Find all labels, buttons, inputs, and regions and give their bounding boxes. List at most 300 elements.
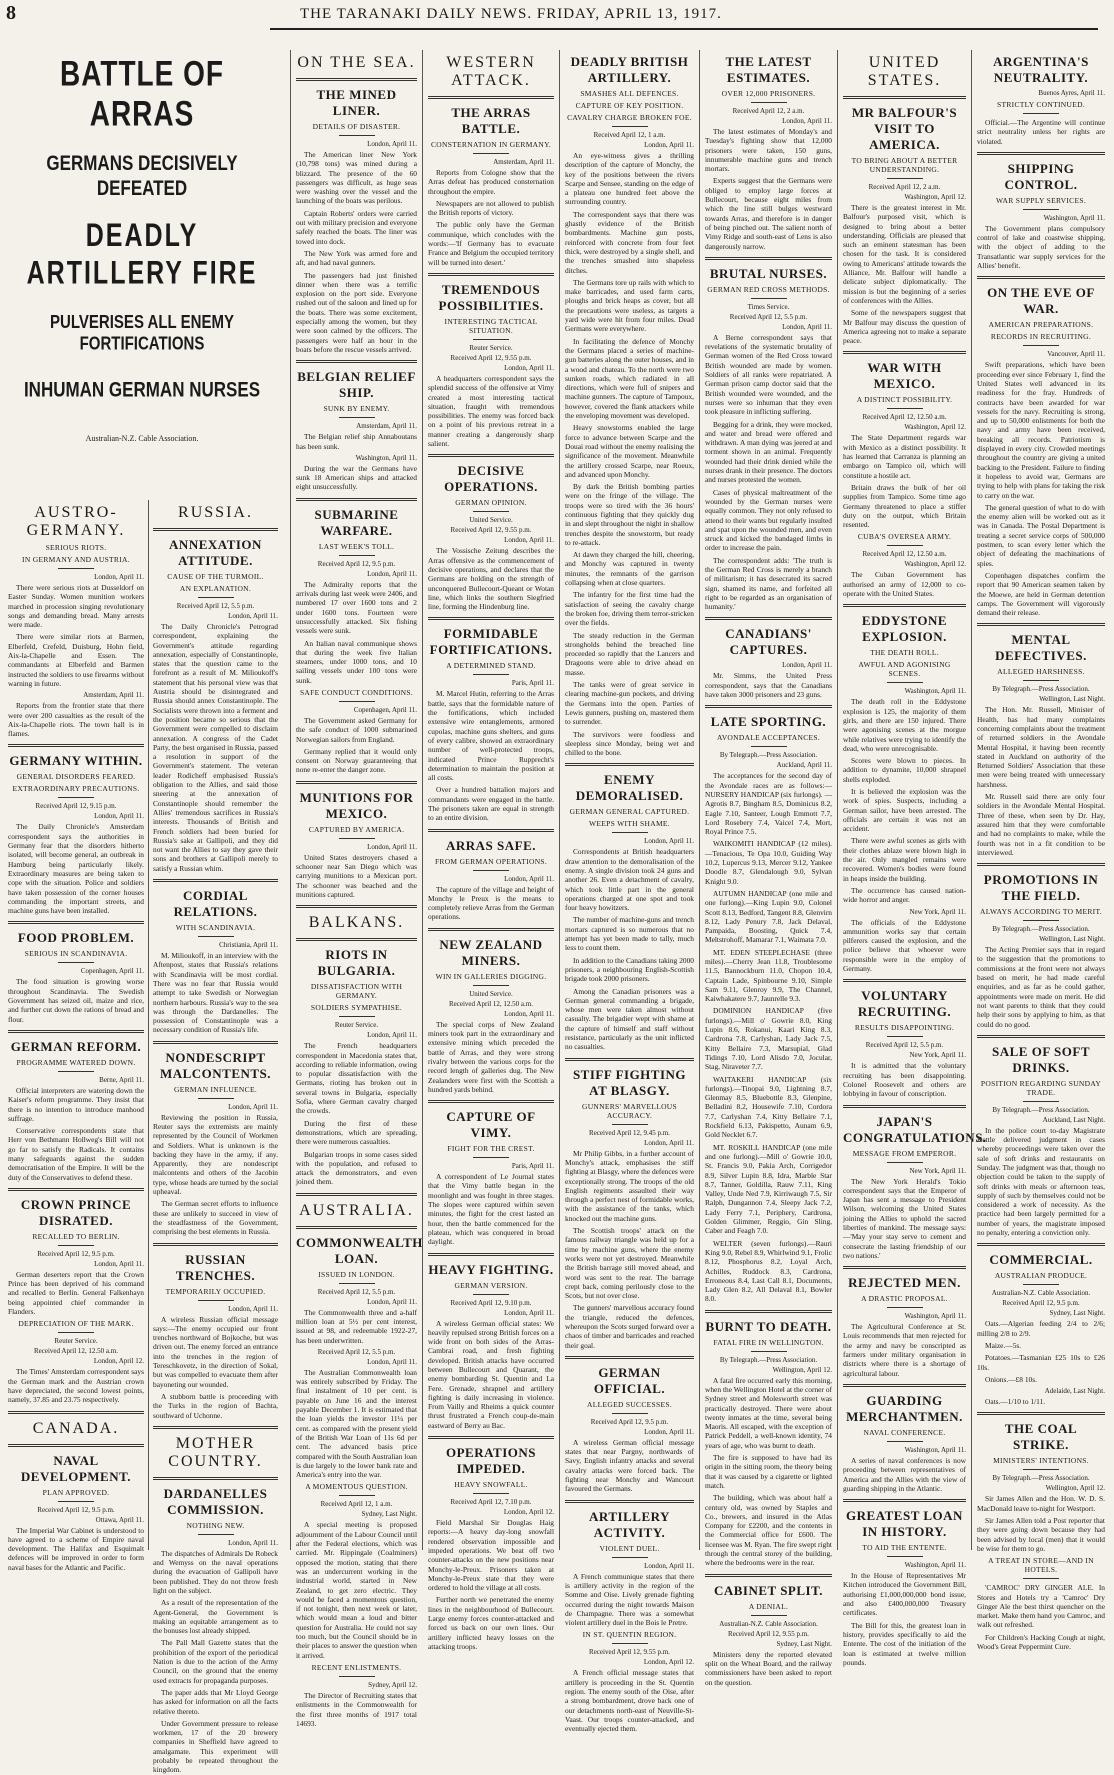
article-paragraph: The German secret efforts to influence these are unlikely to succeed in view of the steadfastness of the Government, comprising the best elements in Russia. <box>153 1199 278 1237</box>
dateline: London, April 11. <box>782 322 832 331</box>
received-line: By Telegraph.—Press Association. <box>719 1355 818 1364</box>
article-paragraph: The tanks were of great service in clearing machine-gun pockets, and driving the Germans into the open. Parties of Lewis gunners, pushing on, mastered them to surrender. <box>565 680 694 727</box>
dateline: Auckland, Last Night. <box>1042 1115 1105 1124</box>
deck-line: GERMAN GENERAL CAPTURED. <box>569 807 690 817</box>
article-divider <box>977 1035 1105 1038</box>
article-divider <box>8 921 144 924</box>
article-paragraph: Oats.—1/10 to 1/11. <box>985 1397 1046 1407</box>
dateline: London, April 12. <box>643 1658 694 1667</box>
article-divider <box>428 96 554 99</box>
article-paragraph: A Berne correspondent says that revelations of the systematic brutality of German women of the Red Cross toward British wounded are made by women. Soldiers of all ranks were repatriated. A German prison camp doctor said that the British wounded were wounded, and the nurses were so inhuman that they even took pleasure in inflicting suffering. <box>705 332 832 417</box>
article-headline: HEAVY FIGHTING. <box>428 1261 554 1277</box>
deck-line: STRICTLY CONTINUED. <box>997 100 1085 109</box>
deck-line: AMERICAN PREPARATIONS. <box>988 320 1094 330</box>
dateline: Ottawa, April 11. <box>95 1515 144 1524</box>
dateline: Washington, April 12. <box>904 560 966 569</box>
short-rule <box>612 1413 648 1414</box>
article-paragraph: The Belgian relief ship Annaboutans has been sunk. <box>296 432 417 451</box>
deck-line: A DRASTIC PROPOSAL. <box>861 1294 948 1304</box>
article-paragraph: The latest estimates of Monday's and Tuesday's fighting show that 12,000 prisoners were taken, 150 guns, innumerable machine guns and trench mortars. <box>705 127 832 174</box>
article-paragraph: Experts suggest that the Germans were obliged to employ large forces at Bullecourt, because eight miles from which the line still bulges westward towards Arras, and therefore is in danger of being pinched out. The salient north of Vimy Ridge and south-east of Lens is also dangerously narrow. <box>705 176 832 251</box>
article-paragraph: A fatal fire occurred early this morning, when the Wellington Hotel at the corner of Sydney street and Molesworth street was practically destroyed. There were about twenty inmates at the time, several being Maoris. All escaped, with the exception of Patrick Peddell, a well-known identity, 74 years of age, who was burnt to death. <box>705 1375 832 1450</box>
short-rule <box>339 1016 375 1017</box>
article-headline: CAPTURE OF VIMY. <box>446 1109 536 1141</box>
article-paragraph: MT. ROSKILL HANDICAP (one mile and one furlong).—Mill o' Gowrie 10.0, St. Francis 9.0, Pakia Arch, Corrigedor 8.9, Silver Lupin 8.8, Idra, Marble Star 8.7, Tanner, Goldilla, Rauw 7.11, King Valley, Unde Ned 7.9, Kirriwaugh 7.5, Sir Ralph, Dungannon 7.4, Sleepy Jack 7.2, Lady Ferry 7.1, Periphery, Cardrona, Golden Glimmer, Reggio, Gin Sling, Caber and Feagh 7.0. <box>705 1142 832 1236</box>
article-headline: DEADLY BRITISH ARTILLERY. <box>570 54 689 85</box>
received-line: By Telegraph.—Press Association. <box>992 925 1090 934</box>
article-headline: MENTAL DEFECTIVES. <box>995 632 1087 664</box>
column-5 <box>559 50 699 1734</box>
dateline: Berne, April 11. <box>99 1075 144 1084</box>
deck-line: OVER 12,000 PRISONERS. <box>721 89 816 98</box>
masthead <box>0 0 1114 46</box>
article-paragraph: The correspondent says that there was ghastly evidence of the British bombardments. Machine gun posts, reinforced with concrete from four feet thick, were destroyed by a single shell, and the trenches smashed into shapeless ditches. <box>565 209 694 275</box>
article-paragraph: The Director of Recruiting states that enlistments in the Commonwealth for the first three months of 1917 total 14693. <box>296 1690 417 1728</box>
short-rule <box>887 682 923 683</box>
received-line: Received April 12, 7.10 p.m. <box>450 1498 532 1507</box>
deck-line: WEEPS WITH SHAME. <box>588 819 670 829</box>
article-divider <box>296 498 417 501</box>
dateline: Washington, April 11. <box>1043 213 1105 222</box>
article-headline: SHIPPING CONTROL. <box>1004 160 1078 192</box>
dateline: Washington, April 11. <box>904 687 966 696</box>
dateline: Washington, April 12. <box>904 193 966 201</box>
dateline: London, April 11. <box>367 140 417 148</box>
article-paragraph: Among the Canadian prisoners was a German general commanding a brigade, whose men were taken almost without casualty. The brigadier wept with shame at the capture of himself and staff without resistance, particularly as the unit inflicted no casualties. <box>565 986 694 1052</box>
deck-line: NAVAL CONFERENCE. <box>863 1427 946 1437</box>
deck-line: RECALLED TO BERLIN. <box>32 1231 120 1241</box>
dateline: Washington, April 11. <box>355 453 417 462</box>
article-headline: DECISIVE OPERATIONS. <box>444 463 538 495</box>
deck-line: INTERESTING TACTICAL SITUATION. <box>444 316 538 335</box>
article-paragraph: The Scottish troops' attack on the famous railway triangle was held up for a time by machine guns, where the enemy works were not yet destroyed. Meanwhile the British barrage still moved ahead, and word was sent to the rear. The barrage crept back, coming perilously close to the Scots, but not over close. <box>565 1226 694 1301</box>
deck-line: HEAVY SNOWFALL. <box>454 1480 528 1490</box>
received-line: Received April 12, 5.5 p.m. <box>176 602 255 610</box>
article-divider <box>8 744 144 747</box>
short-rule <box>339 417 375 418</box>
short-rule <box>339 555 375 556</box>
deck-line: DETAILS OF DISASTER. <box>312 122 401 131</box>
article-paragraph: The Cuban Government has authorised an army of 12,000 to co-operate with the United States. <box>843 570 966 599</box>
article-paragraph: Oats.—Algerian feeding 2/4 to 2/6; milling 2/8 to 2/9. <box>977 1319 1105 1338</box>
article-paragraph: A wireless German official message states that near Pargny, northwards of Savy, English infantry attacks and several cavalry attacks were forced back. The fighting near Monchy and Wancourt favoured the Germans. <box>565 1437 694 1494</box>
dateline: London, April 11. <box>367 1031 417 1040</box>
deck-line: AVONDALE ACCEPTANCES. <box>716 733 821 743</box>
article-paragraph: In the police court to-day Magistrate Kettle delivered judgment in cases whereby proceedings were taken over the sale of soft drinks and restaurants on Sunday. The judgment was that, though no objection could be taken to the supply of soft drinks with meals or afternoon teas, supply of such by themselves could not be considered a work of necessity. As the practice had been largely permitted for a number of years, the magistrate imposed no penalty, entering a conviction only. <box>977 1125 1105 1238</box>
article-paragraph: Reports from the frontier state that there were over 200 casualties as the result of the Aix-la-Chapelle riots. The town hall is in flames. <box>8 701 144 739</box>
article-divider <box>8 1188 144 1191</box>
short-rule <box>887 1307 923 1308</box>
article-divider <box>8 1444 144 1447</box>
deck-line: WIN IN GALLERIES DIGGING. <box>435 971 547 981</box>
dateline: Paris, April 11. <box>511 679 554 688</box>
column-4 <box>422 50 559 1651</box>
deck-line: GERMAN VERSION. <box>454 1280 528 1290</box>
short-rule <box>58 568 94 569</box>
article-divider <box>977 276 1105 279</box>
dateline: Amsterdam, April 11. <box>356 422 417 431</box>
article-headline: AUSTRO-GERMANY. <box>26 504 126 539</box>
received-line: Received April 12, 9.10 p.m. <box>450 1298 532 1307</box>
received-line: Received April 12, 5.5 p.m. <box>865 1041 944 1050</box>
short-rule <box>473 1294 509 1295</box>
article-headline: WAR WITH MEXICO. <box>867 360 942 392</box>
dateline: Washington, April 12. <box>904 423 966 432</box>
received-line: Received April 12, 5.5 p.m. <box>729 312 808 321</box>
article-paragraph: Swift preparations, which have been proceeding ever since February 1, find the United States well advanced in its readiness for the fray. Hundreds of contracts have been awarded for war vessels for the navy. Recruiting is strong, and up to 50,000 enlistments for both the navy and army have been received, breaking all records. Patriotism is displayed in every city. Crowded meetings throughout the country are giving a united backing to the President. Failure to finding it hopeless to avoid war, Germans are trying to help with plans for taking the risk to carry on the war. <box>977 360 1105 500</box>
article-paragraph: The Australian Commonwealth loan was entirely subscribed by Friday. The final instalment of 10 per cent. is payable on June 16 and the interest payable December 1. It is estimated that the loan yields the investor 11¼ per cent. as compared with the present yield of the British War Loan of 11s 6d per cent. The advanced basis price compared with the South Australian loan is due largely to the lower bank rate and America's entry into the war. <box>296 1367 417 1480</box>
deck-line: RECENT ENLISTMENTS. <box>311 1662 402 1672</box>
deck-line: AN EXPLANATION. <box>179 584 252 593</box>
short-rule <box>473 511 509 512</box>
article-headline: PROMOTIONS IN THE FIELD. <box>983 872 1099 904</box>
deck-line: RECORDS IN RECRUITING. <box>990 332 1092 342</box>
received-line: By Telegraph.—Press Association. <box>992 685 1090 694</box>
article-headline: FORMIDABLE FORTIFICATIONS. <box>429 626 553 658</box>
article-paragraph: DOMINION HANDICAP (five furlongs).—Mill o' Gowrie 8.0, King Lupin 8.6, Rokanui, Kaari King 8.3, Cardrona 7.8, Carlyshan, Lady Jack 7.5, Kitty Bellaire 7.3, Marsupial, Glad Tidings 7.10, Lord Alisdo 7.0, Jocular, Stag, Niraveter 7.7. <box>705 1006 832 1072</box>
article-divider <box>428 273 554 276</box>
article-paragraph: The New York Herald's Tokio correspondent says that the Emperor of Japan has sent a message to President Wilson, welcoming the United States joining the Allies to uphold the sacred liberties of mankind. The message says:—'May your stay serve to cement and consecrate the lasting friendship of our two nations.' <box>843 1176 966 1260</box>
received-line: Received April 12, 9.5 p.m. <box>37 1505 115 1514</box>
article-paragraph: The occurrence has caused nation-wide horror and anger. <box>843 885 966 905</box>
article-headline: WESTERN ATTACK. <box>446 54 536 89</box>
short-rule <box>473 1493 509 1494</box>
lead-headline: BATTLE OF ARRAS <box>59 54 224 133</box>
received-line: Received April 12, 12.50 a.m. <box>449 999 533 1008</box>
article-headline: FOOD PROBLEM. <box>17 930 135 946</box>
article-paragraph: An Italian naval communique shows that during the week five Italian steamers, under 1000 tons, and 10 sailing vessels under 100 tons were sunk. <box>296 638 417 685</box>
article-paragraph: The American liner New York (10,798 tons) was mined during a blizzard. The presence of the 60 passengers was difficult, as huge seas were washing over the vessel and the launching of the boats was perilous. <box>296 150 417 206</box>
article-paragraph: MT. EDEN STEEPLECHASE (three miles).—Cherry Jean 11.8, Troublesome 11.5, Bannockburn 11.0, Chopon 10.4, Captain Lade, Spinbourne 9.10, Simple Sam 9.11, Glenroy 9.9, The Channel, Kaiwhakatere 9.7, Jaunrelle 9.3. <box>705 947 832 1004</box>
article-headline: LATE SPORTING. <box>710 714 827 730</box>
article-paragraph: The general question of what to do with the enemy alien will be worked out as it was in Canada. The Postal Department is treating a secret service corps of 500,000 postmen, to scan every letter which the object of defeating the machinations of spies. <box>977 502 1105 568</box>
deck-line: ALLEGED HARSHNESS. <box>997 667 1085 677</box>
short-rule <box>887 178 923 179</box>
article-headline: RIOTS IN BULGARIA. <box>317 947 396 979</box>
article-paragraph: The number of machine-guns and trench mortars captured is so numerous that no attempt has yet been made to tally, much less to count them. <box>565 915 694 953</box>
article-paragraph: Copenhagen dispatches confirm the report that 90 American seamen taken by the Moewe, are held in German detention camps. The Government will vigorously demand their release. <box>977 570 1105 618</box>
article-headline: REJECTED MEN. <box>848 1275 961 1291</box>
dateline: London, April 12. <box>503 1508 554 1517</box>
deck-line: DISSATISFACTION WITH GERMANY. <box>310 982 403 1001</box>
article-headline: ARRAS SAFE. <box>445 837 536 853</box>
dateline: Vancouver, April 11. <box>1047 350 1105 359</box>
article-headline: ENEMY DEMORALISED. <box>575 772 684 804</box>
article-paragraph: Reviewing the position in Russia, Reuter says the extremists are mainly represented by the Council of Workmen and Soldiers. What is unknown is the backing they have in the army, if any. Apparently, they are nondescript malcontents and others of the Jacobin type, whose heads are turned by the social upheaval. <box>153 1112 278 1197</box>
article-paragraph: The Agricultural Conference at St. Louis recommends that men rejected for the army and navy be conscripted as farmers under military organisation in districts where there is a shortage of agricultural labour. <box>843 1322 966 1378</box>
article-divider <box>843 604 966 607</box>
dateline: London, April 11. <box>644 1138 694 1147</box>
article-paragraph: M. Milioukoff, in an interview with the Aftenpost, states that Russia's relations with Scandinavia will be most cordial. There was no fear that Russia would attempt to take Swedish or Norwegian northern harbours. Russia's way to the sea was through the Dardanelles. The possession of Constantinople was a necessary condition of Russia's life. <box>153 951 278 1035</box>
article-divider <box>428 1436 554 1439</box>
dateline: London, April 11. <box>782 661 832 670</box>
article-paragraph: There is the greatest interest in Mr. Balfour's purposed visit, which is designed to bring about a better understanding. Officials are pleased that such an eminent statesman has been chosen for the task. It is considered owing to Americans' attitude towards the Alliance, Mr. Balfour will handle a delicate subject diplomatically. The mission is but the beginning of a series of conferences with the Allies. <box>843 203 966 305</box>
deck-line: SAFE CONDUCT CONDITIONS. <box>299 687 414 697</box>
deck-line: WAR SUPPLY SERVICES. <box>995 195 1086 205</box>
article-paragraph: Scores were blown to pieces. In addition to dynamite, 10,000 shrapnel shells exploded. <box>843 756 966 784</box>
article-divider <box>153 879 278 882</box>
article-paragraph: WAIKOMITI HANDICAP (12 miles). —Tenacious, Te Opa 10.0, Guiding Way 10.2, Lupercus 9.13, Mercer 9.12, Yankee Doodle 8.7, Glendalough 9.0, Sylvan Knight 9.0. <box>705 839 832 886</box>
received-line: Times Service. <box>747 302 790 311</box>
article-paragraph: The Acting Premier says that in regard to the suggestion that the promotions to commissions at the front were not always based on merit, he had made careful enquiries, and as far as he could gather, appointments were made on merit. He did not want parents to think that they could help their sons by applying to him, as that could do no good. <box>977 945 1105 1029</box>
article-paragraph: The New York was armed fore and aft, and had naval gunners. <box>296 248 417 268</box>
article-paragraph: It is believed the explosion was the work of spies. Suspects, including a German sailor, have been arrested. The officials are certain it was not an accident. <box>843 786 966 834</box>
dateline: Wellington, April 12. <box>1045 1484 1105 1493</box>
deck-line: A DENIAL. <box>748 1601 789 1611</box>
deck-line: MINISTERS' INTENTIONS. <box>993 1456 1089 1466</box>
dateline: Sydney, April 12. <box>368 1680 417 1689</box>
article-paragraph: The passengers had just finished dinner when there was a terrific explosion on the port side. Everyone rushed out of the saloon and lined up for the boats. There was some excitement, especially among the women, but they were soon calmed by the officers. The passengers were half an hour in the boats before the rescue vessels arrived. <box>296 270 417 354</box>
short-rule <box>198 1300 234 1301</box>
article-paragraph: Begging for a drink, they were mocked, and water and bread were offered and withdrawn. A man dying was jeered at and torment shown in an animal. Frequently wounded had their drink denied while the nurses drank in their presence. The doctors and nurses protested the women. <box>705 419 832 485</box>
dateline: London, April 12. <box>93 1357 144 1366</box>
article-paragraph: A correspondent of Le Journal states that the Vimy battle began in the moonlight and was fought in three stages. The slopes were captured within seven minutes, the fight for the crest lasted an hour, then the battle commenced for the plateau, which was conquered in broad daylight. <box>428 1172 554 1247</box>
deck-line: GERMAN INFLUENCE. <box>173 1084 257 1094</box>
article-divider <box>428 617 554 620</box>
article-paragraph: The Daily Chronicle's Amsterdam correspondent says the authorities in Germany fear that the disorders hitherto isolated, will become general, an outbreak in Hamburg being particularly likely. Extraordinary measures are being taken to cope with the situation. Police and soldiers have taken possession of the corner houses commanding the important streets, and machine guns have been installed. <box>8 822 144 916</box>
article-headline: CROWN PRINCE DISRATED. <box>20 1196 132 1228</box>
short-rule <box>1023 1469 1059 1470</box>
received-line: Received April 12, 9.55 p.m. <box>450 526 532 535</box>
article-divider <box>153 528 278 531</box>
article-paragraph: Reports from Cologne show that the Arras defeat has produced consternation throughout the empire. <box>428 168 554 196</box>
article-paragraph: The Hon. Mr. Russell, Minister of Health, has had many complaints concerning complaints about the treatment of returned soldiers in the Avondale Mental Hospital, it having been recently stated in Auckland on authority of the Returned Soldiers' Association that these men were being treated with unnecessary harshness. <box>977 705 1105 789</box>
deck-line: PLAN APPROVED. <box>42 1487 110 1497</box>
short-rule <box>198 597 234 598</box>
article-divider <box>843 96 966 99</box>
lead-subhead-1: GERMANS DECISIVELY DEFEATED <box>46 151 238 200</box>
article-headline: GERMANY WITHIN. <box>9 753 143 769</box>
article-paragraph: By dark the British bombing parties were on the fringe of the village. The troops were so tired with the 36 hours' continuous fighting that they quickly dug in and slept throughout the night in shallow trenches despite the snowstorm, but ready to re-attack. <box>565 482 694 547</box>
article-paragraph: M. Marcel Hutin, referring to the Arras battle, says that the formidable nature of the fortifications, which included extensive wire entanglements, armored cupolas, machine guns shelters, and guns of every calibre, showed an extraordinary number of well-protected troops, indicated Prince Rupprecht's determination to maintain the position at all costs. <box>428 689 554 783</box>
short-rule <box>58 1501 94 1502</box>
dateline: Washington, April 11. <box>904 1561 966 1570</box>
deck-line: AUSTRALIAN PRODUCE. <box>994 1271 1088 1281</box>
masthead-rule <box>270 28 1098 30</box>
received-line: Received April 12, 9.5 p.m. <box>317 559 396 568</box>
received-line: Reuter Service. <box>469 343 513 352</box>
deck-line: A DETERMINED STAND. <box>446 661 536 671</box>
short-rule <box>887 408 923 409</box>
deck-line: A MOMENTOUS QUESTION. <box>305 1482 408 1492</box>
short-rule <box>612 1124 648 1125</box>
article-paragraph: The Government asked Germany for the safe conduct of 1000 submarined Norwegian sailors from England. <box>296 715 417 744</box>
dateline: New York, April 11. <box>909 1166 966 1175</box>
column-6 <box>699 50 837 1687</box>
article-divider <box>153 1477 278 1480</box>
short-rule <box>473 339 509 340</box>
article-divider <box>565 1356 694 1359</box>
article-paragraph: Potatoes.—Tasmanian £25 10s to £26 10s. <box>977 1353 1105 1372</box>
column-3 <box>290 50 423 1728</box>
dateline: London, April 11. <box>782 117 832 125</box>
article-headline: DARDANELLES COMMISSION. <box>163 1485 268 1517</box>
short-rule <box>1023 680 1059 681</box>
dateline: New York, April 11. <box>909 907 966 916</box>
deck-line: TEMPORARILY OCCUPIED. <box>165 1286 266 1296</box>
article-paragraph: Further north we penetrated the enemy lines in the neighbourhood of Bullecourt. Large enemy forces counter-attacked and forced us back on our own lines. Our artillery inflicted heavy losses on the attacking troops. <box>428 1595 554 1651</box>
article-paragraph: Over a hundred battalion majors and commandants were engaged in the battle. The prisoners taken are equal in strength to an entire division. <box>428 785 554 823</box>
dateline: New York, April 11. <box>909 1051 966 1060</box>
article-paragraph: The public only have the German communique, which concludes with the words:—'If Germany has to evacuate France and Belgium the occupied territory will be turned into desert.' <box>428 220 554 267</box>
article-paragraph: The acceptances for the second day of the Avondale races are as follows:—NURSERY HANDICAP (six furlongs). —Agrotis 8.7, Bingham 8.5, Dominicus 8.2, Eagle 7.10, Santeer, Lough Emmott 7.7, Lord Rosebery 7.4, Vaicel 7.4, Mort, Royal Prince 7.5. <box>705 771 832 837</box>
short-rule <box>339 838 375 839</box>
article-paragraph: Britain draws the bulk of her oil supplies from Tampico. Some time ago Germany threatened to place a stiffer duty on the output, which Britain resented. <box>843 482 966 530</box>
dateline: Sydney, Last Night. <box>361 1510 417 1519</box>
received-line: By Telegraph.—Press Association. <box>992 1105 1090 1114</box>
article-paragraph: The death roll in the Eddystone explosion is 125, the majority of them girls, and there are 150 injured. There were agonising scenes at the morgue while relatives were trying to identify the dead, who were unrecognisable. <box>843 697 966 753</box>
short-rule <box>473 870 509 871</box>
article-paragraph: A series of naval conferences is now proceeding between representatives of America and the Allies with the view of guarding shipping in the Atlantic. <box>843 1455 966 1493</box>
article-paragraph: Bulgarian troops in some cases sided with the population, and refused to attack the demonstrators, and even joined them. <box>296 1149 417 1187</box>
article-headline: BRUTAL NURSES. <box>709 265 828 281</box>
dateline: Copenhagen, April 11. <box>353 705 417 714</box>
article-headline: CORDIAL RELATIONS. <box>173 888 258 920</box>
deck-line: CONSTERNATION IN GERMANY. <box>430 140 552 149</box>
dateline: London, April 11. <box>504 363 554 372</box>
deck-line: SERIOUS IN SCANDINAVIA. <box>24 949 128 959</box>
deck-line: FATAL FIRE IN WELLINGTON. <box>713 1337 824 1347</box>
article-paragraph: During the war the Germans have sunk 18 American ships and attacked eight unsuccessfully. <box>296 463 417 492</box>
deck-line: VIOLENT DUEL. <box>599 1543 660 1553</box>
short-rule <box>339 1676 375 1677</box>
short-rule <box>339 135 375 136</box>
article-paragraph: The survivors were foodless and sleepless since Monday, being wet and chilled to the bone. <box>565 729 694 758</box>
short-rule <box>473 985 509 986</box>
article-divider <box>8 1030 144 1033</box>
short-rule <box>887 1441 923 1442</box>
article-paragraph: At dawn they charged the hill, cheering, and Monchy was captured in twenty minutes, the remnants of the garrison collapsing when at close quarters. <box>565 550 694 588</box>
deck-line: AWFUL AND AGONISING SCENES. <box>858 660 951 679</box>
article-paragraph: United States destroyers chased a schooner near San Diego which was carrying munitions to a Mexican port. The schooner was beached and the munitions captured. <box>296 852 417 899</box>
dateline: Copenhagen, April 11. <box>80 967 144 976</box>
article-headline: ARTILLERY ACTIVITY. <box>589 1508 670 1540</box>
article-headline: ON THE EVE OF WAR. <box>987 285 1095 317</box>
article-paragraph: There were similar riots at Barmen, Elberfeld, Crefeld, Duisburg, Hohn field, Aix-la-Chapelle and Essen. The commandants at Elberfeld and Barmen instructed the soldiers to use firearms without warning in future. <box>8 632 144 688</box>
received-line: Australian-N.Z. Cable Association. <box>991 1289 1091 1298</box>
deck-line: GERMAN OPINION. <box>455 498 527 508</box>
dateline: Wellington, Last Night. <box>1039 935 1105 944</box>
dateline: London, April 11. <box>228 1304 278 1313</box>
short-rule <box>473 153 509 154</box>
article-headline: VOLUNTARY RECRUITING. <box>857 988 952 1020</box>
short-rule <box>1023 1101 1059 1102</box>
lead-credit: Australian-N.Z. Cable Association. <box>85 434 199 443</box>
article-divider <box>153 1243 278 1246</box>
short-rule <box>198 1534 234 1535</box>
article-paragraph: Under Government pressure to release workmen, 17 of the 20 brewery companies in Sheffield have agreed to amalgamate. This experiment will probably be repeated throughout the kingdom. <box>153 1718 278 1775</box>
short-rule <box>58 797 94 798</box>
article-paragraph: An eye-witness gives a thrilling description of the capture of Monchy, the key of the positions between the rivers Scarpe and Sensee, standing on the edge of a plateau one hundred feet above the surrounding country. <box>565 151 694 207</box>
article-divider <box>843 1105 966 1108</box>
dateline: Buenos Ayres, April 11. <box>1038 89 1105 97</box>
article-divider <box>565 1058 694 1061</box>
article-paragraph: A stubborn battle is proceeding with the Turks in the region of Bachta, southward of Uchonne. <box>153 1391 278 1420</box>
article-paragraph: Sir James Allen and the Hon. W. D. S. MacDonald leave to-night for Westport. <box>977 1494 1105 1513</box>
short-rule <box>612 1557 648 1558</box>
received-line: Received April 12, 5.5 p.m. <box>317 1287 396 1296</box>
article-paragraph: Ministers deny the reported elevated split on the Wheat Board, and the railway commissioners have been asked to report on the question. <box>705 1649 832 1687</box>
received-line: Received April 12, 9.5 p.m. <box>37 1249 115 1258</box>
received-line: By Telegraph.—Press Association. <box>719 751 818 760</box>
dateline: Wellington, Last Night. <box>1039 695 1105 704</box>
article-paragraph: The Imperial War Cabinet is understood to have agreed to a scheme of Empire naval development. The Halifax and Esquimalt defences will be improved in order to form naval bases for the Atlantic and Pacific. <box>8 1525 144 1572</box>
short-rule <box>339 701 375 702</box>
short-rule <box>612 126 648 127</box>
article-headline: THE MINED LINER. <box>316 87 397 118</box>
deck-line: SMASHES ALL DEFENCES. <box>580 89 679 98</box>
article-headline: THE LATEST ESTIMATES. <box>725 54 812 85</box>
dateline: London, April 11. <box>367 842 417 851</box>
dateline: Adelaide, Last Night. <box>1044 1387 1105 1396</box>
article-headline: UNITED STATES. <box>867 54 942 89</box>
article-divider <box>428 928 554 931</box>
dateline: London, April 11. <box>228 1538 278 1547</box>
page-number: 8 <box>6 2 16 24</box>
article-divider <box>296 1193 417 1196</box>
column-2 <box>148 500 282 1775</box>
article-paragraph: 'CAMROC' DRY GINGER ALE. In Stores and Hotels try a 'Camroc' Dry Ginger Ale the best thirst quencher on the market. Make them hand you Camroc, and walk out refreshed. <box>977 1583 1105 1630</box>
deck-line: WITH SCANDINAVIA. <box>175 923 256 933</box>
deck-line: GERMAN RED CROSS METHODS. <box>707 284 830 294</box>
article-paragraph: The Government plans compulsory control of lake and coastwise shipping, with the object of adding to the Transatlantic war supply services for the Allies' benefit. <box>977 223 1105 271</box>
short-rule <box>473 1157 509 1158</box>
article-headline: OPERATIONS IMPEDED. <box>446 1445 536 1477</box>
article-paragraph: For Children's Hacking Cough at night, Wood's Great Peppermint Cure. <box>977 1632 1105 1652</box>
article-divider <box>296 905 417 908</box>
lead-subhead-4: INHUMAN GERMAN NURSES <box>23 377 261 402</box>
deck-line: DEPRECIATION OF THE MARK. <box>18 1319 134 1329</box>
article-paragraph: Newspapers are not allowed to publish the British reports of victory. <box>428 198 554 218</box>
short-rule <box>751 1615 787 1616</box>
article-divider <box>296 360 417 363</box>
dateline: London, April 11. <box>94 573 144 581</box>
column-7 <box>837 50 987 1667</box>
deck-line: FROM GERMAN OPERATIONS. <box>434 856 548 866</box>
dateline: Washington, April 11. <box>904 1312 966 1321</box>
short-rule <box>1023 1284 1059 1285</box>
dateline: London, April 11. <box>94 1259 144 1268</box>
article-divider <box>565 1500 694 1503</box>
article-paragraph: The Bill for this, the greatest loan in history, provides specifically to aid the Entente. The cost of the initiation of the loan is estimated at twelve million pounds. <box>843 1620 966 1667</box>
short-rule <box>612 1643 648 1644</box>
lead-headline-block <box>6 50 278 495</box>
article-headline: RUSSIAN TRENCHES. <box>175 1251 256 1283</box>
short-rule <box>198 1098 234 1099</box>
article-paragraph: A French communique states that there is artillery activity in the region of the Somme and Oise. Lively grenade fighting occurred during the night towards Maison de Champagne. There was a somewhat violent artillery duel in the Bois le Pretre. <box>565 1571 694 1628</box>
article-paragraph: AUTUMN HANDICAP (one mile and one furlong).—King Lupin 9.0, Colonel Scott 8.13, Bedford, Tangent 8.8, Glenvirn 8.12, Lady Penury 7.8, Jack Delaval, Pampaida, Boosting, Quick 7.4, Meltstrohoff, Mamarar 7.1, Waimata 7.0. <box>705 888 832 945</box>
article-headline: THE ARRAS BATTLE. <box>451 105 531 136</box>
article-headline: NAVAL DEVELOPMENT. <box>20 1452 132 1484</box>
deck-line: GENERAL DISORDERS FEARED. <box>16 772 136 782</box>
dateline: Amsterdam, April 11. <box>83 691 144 700</box>
short-rule <box>339 1283 375 1284</box>
received-line: Received April 12, 12.50 a.m. <box>34 1347 118 1356</box>
short-rule <box>887 545 923 546</box>
article-paragraph: The Vossische Zeitung describes the Arras offensive as the commencement of decisive operations, and declares that the Germans are holding on the strength of unconquered Bullecourt-Queant or Wotan line, which links the southern Siegfried line, forming the Hindenburg line. <box>428 546 554 612</box>
deck-line: LAST WEEK'S TOLL. <box>318 541 395 551</box>
received-line: Received April 12, 1 a.m. <box>320 1500 393 1509</box>
lead-subhead-2: DEADLY ARTILLERY FIRE <box>26 217 258 292</box>
article-headline: ON THE SEA. <box>297 54 416 71</box>
article-paragraph: Sir James Allen told a Post reporter that they were going down because they had been advised by local (men) that it would be wise for them to go. <box>977 1516 1105 1553</box>
article-paragraph: Some of the newspapers suggest that Mr Balfour may discuss the question of America agreeing not to make a separate peace. <box>843 308 966 346</box>
deck-line: EXTRAORDINARY PRECAUTIONS. <box>12 784 140 794</box>
article-headline: CANADIANS' CAPTURES. <box>725 626 812 658</box>
article-paragraph: Maize.—5s. <box>985 1340 1022 1350</box>
article-headline: ANNEXATION ATTITUDE. <box>169 537 262 568</box>
article-paragraph: A headquarters correspondent says the splendid success of the offensive at Vimy created a most interesting tactical situation, fraught with tremendous possibilities. The enemy was forced back on a point of his previous retreat in a manner creating a dangerously sharp salient. <box>428 373 554 449</box>
